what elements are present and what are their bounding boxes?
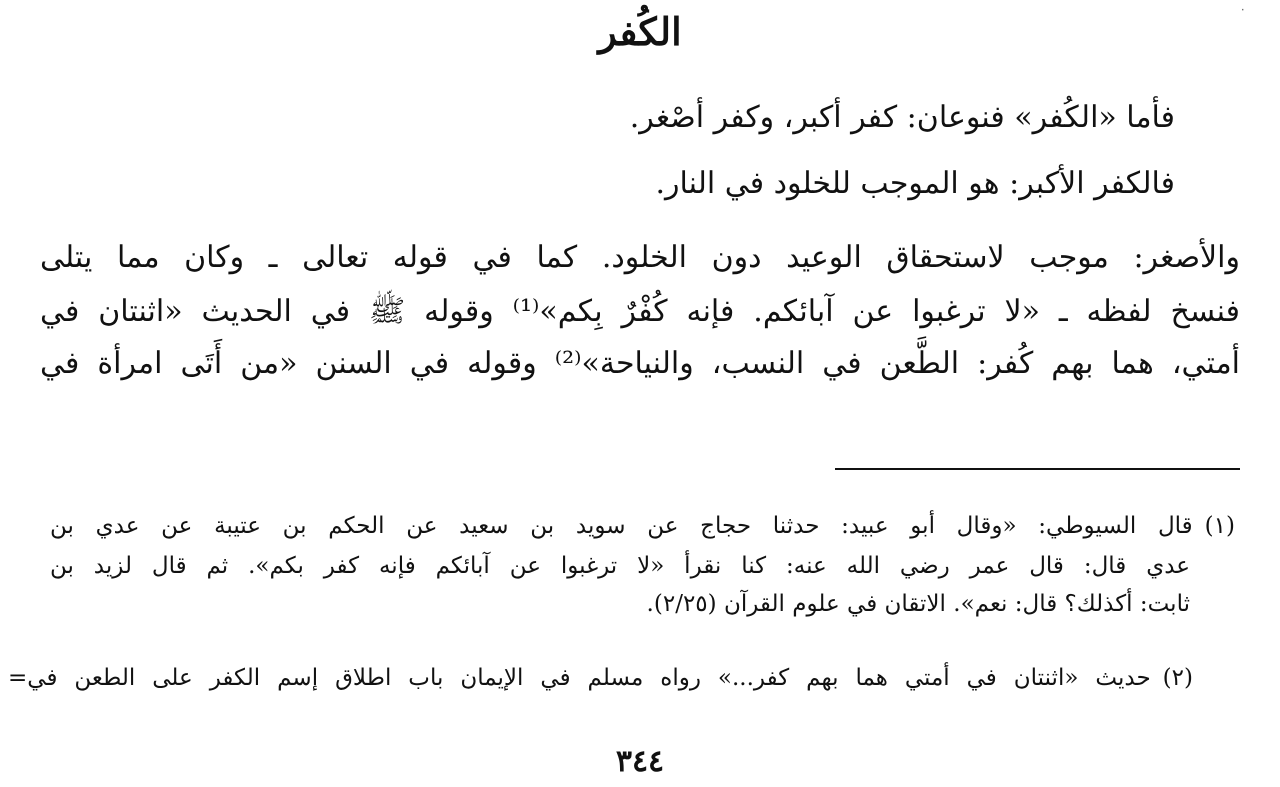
body-line-5: أمتي، هما بهم كُفر: الطَّعن في النسب، والنياحة»⁽²⁾ وقوله في السنن «من أَتَى امرأة في xyxy=(40,346,1240,381)
page-number: ٣٤٤ xyxy=(615,744,665,779)
page-title: الكُفر xyxy=(598,9,682,54)
footnote-2-line-1 xyxy=(8,660,1193,696)
footnote-1-line-2: عدي قال: قال عمر رضي الله عنه: كنا نقرأ «لا ترغبوا عن آبائكم فإنه كفر بكم». ثم قال لزيد بن xyxy=(50,553,1190,579)
footnote-1-line-3: ثابت: أكذلك؟ قال: نعم». الاتقان في علوم القرآن (٢/٢٥). xyxy=(646,591,1190,617)
body-line-1: فأما «الكُفر» فنوعان: كفر أكبر، وكفر أصْغر. xyxy=(629,100,1175,135)
body-line-3: والأصغر: موجب لاستحقاق الوعيد دون الخلود. كما في قوله تعالى ـ وكان مما يتلى xyxy=(40,240,1240,275)
body-line-2: فالكفر الأكبر: هو الموجب للخلود في النار. xyxy=(655,166,1175,201)
footnote-1-text-1: قال السيوطي: «وقال أبو عبيد: حدثنا حجاج عن سويد بن سعيد عن الحكم بن عتيبة عن عدي بن xyxy=(50,513,1193,539)
footnote-1-marker: (١) xyxy=(1204,513,1235,539)
corner-mark: ٠ xyxy=(1239,2,1246,16)
footnote-2-text-1: حديث «اثنتان في أمتي هما بهم كفر...» رواه مسلم في الإيمان باب اطلاق إسم الكفر على الطعن في= xyxy=(8,665,1151,691)
body-line-4: فنسخ لفظه ـ «لا ترغبوا عن آبائكم. فإنه كُفْرٌ بِكم»⁽¹⁾ وقوله ﷺ في الحديث «اثنتان في xyxy=(40,294,1240,329)
footnote-1-line-1 xyxy=(50,508,1235,544)
footnote-separator xyxy=(835,468,1240,470)
footnote-2-marker: (٢) xyxy=(1162,665,1193,691)
